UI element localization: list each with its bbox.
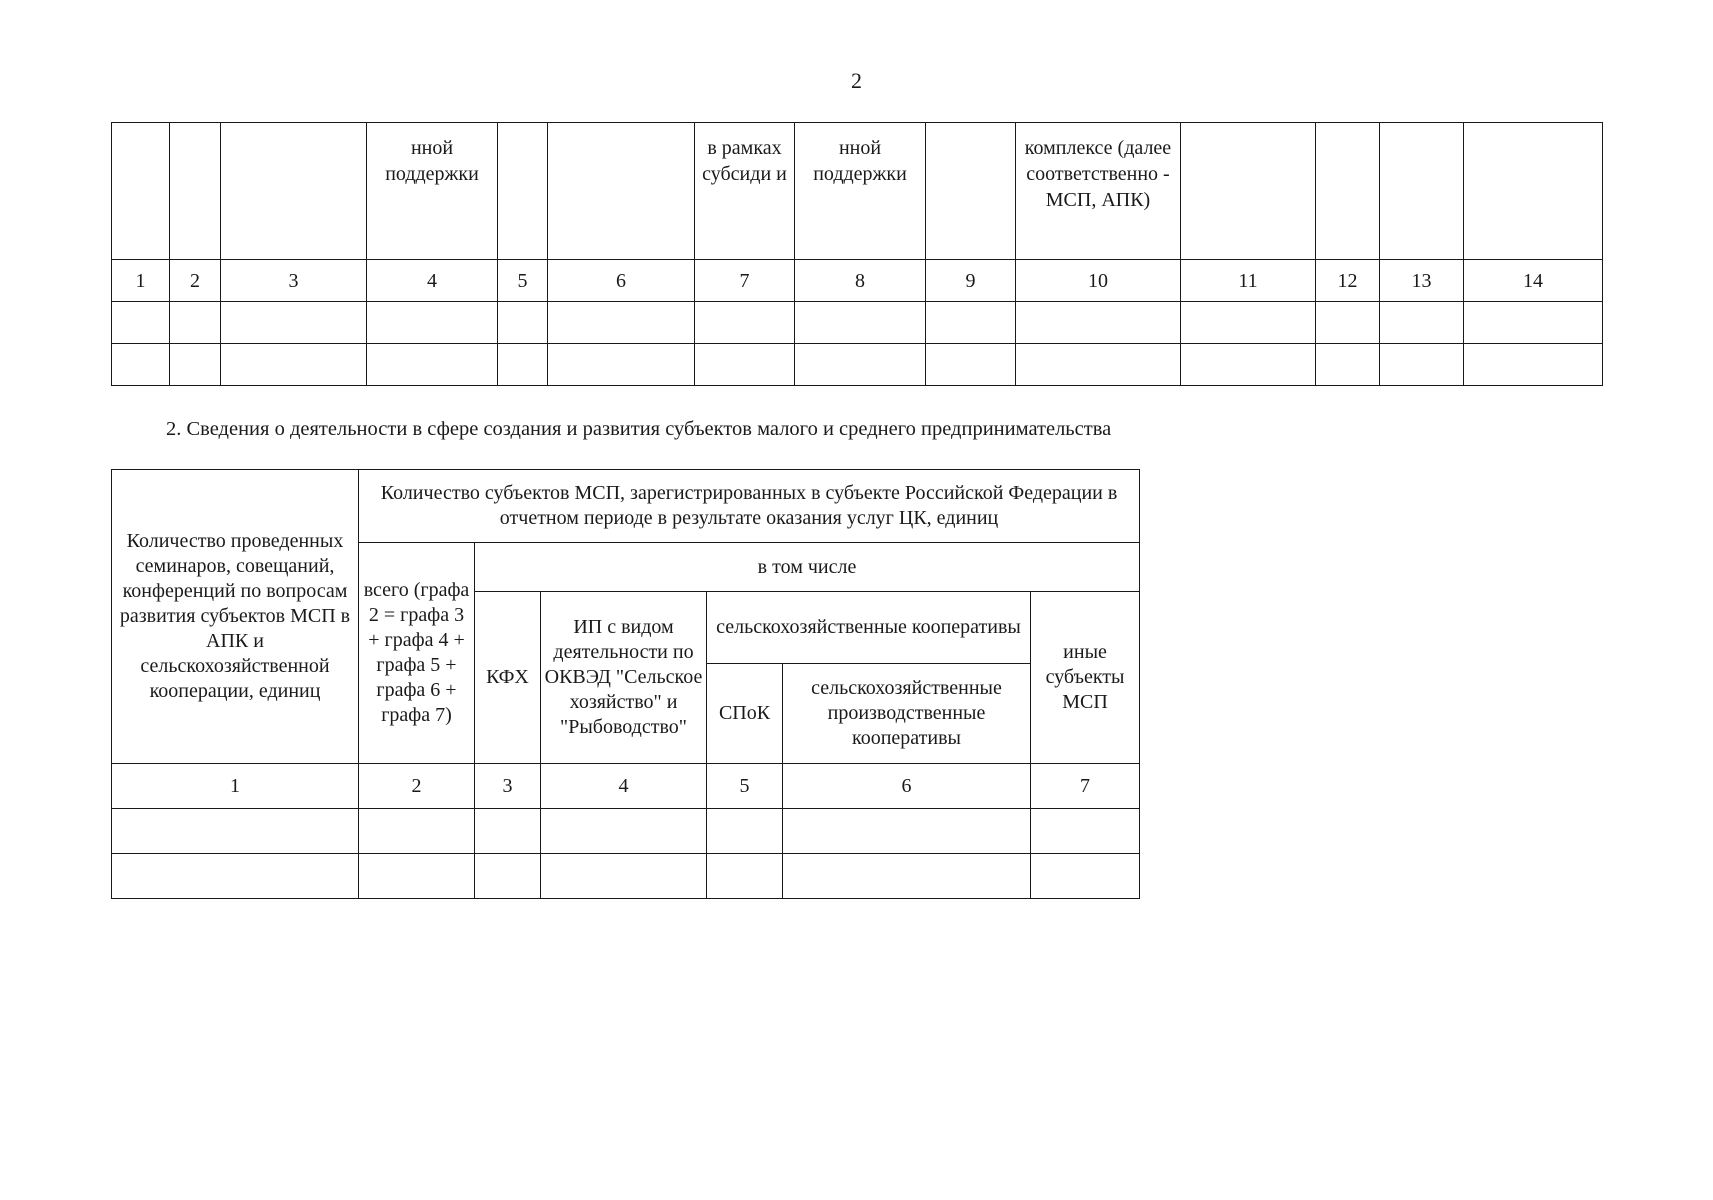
table-2-column-number: 5 xyxy=(707,764,783,809)
table-2-column-number: 3 xyxy=(475,764,541,809)
table-1-data-cell[interactable] xyxy=(1181,302,1316,344)
other-msp-header: иные субъекты МСП xyxy=(1031,592,1140,764)
table-2-column-number: 7 xyxy=(1031,764,1140,809)
table-2-data-cell[interactable] xyxy=(541,854,707,899)
table-1-data-cell[interactable] xyxy=(1464,344,1603,386)
table-1-header-cell xyxy=(1380,123,1464,260)
table-1-data-cell[interactable] xyxy=(367,344,498,386)
table-1-data-cell[interactable] xyxy=(795,344,926,386)
table-2-data-cell[interactable] xyxy=(112,809,359,854)
table-1-column-number: 5 xyxy=(498,260,548,302)
table-1-header-cell xyxy=(926,123,1016,260)
table-2-data-cell[interactable] xyxy=(475,854,541,899)
table-1-header-cell xyxy=(112,123,170,260)
table-2-column-number: 1 xyxy=(112,764,359,809)
table-1-data-cell[interactable] xyxy=(1380,344,1464,386)
table-1-data-cell[interactable] xyxy=(170,302,221,344)
table-2-data-row xyxy=(112,809,1140,854)
table-1-data-row xyxy=(112,302,1603,344)
table-2-data-cell[interactable] xyxy=(359,854,475,899)
spok-header: СПоК xyxy=(707,664,783,764)
table-2-msp-activity xyxy=(111,469,1140,899)
table-2-header-row xyxy=(112,470,1140,543)
total-header: всего (графа 2 = графа 3 + графа 4 + графа 5 + графа 6 + графа 7) xyxy=(359,543,475,764)
table-1-header-cell xyxy=(548,123,695,260)
table-1-header-cell xyxy=(1181,123,1316,260)
including-header: в том числе xyxy=(475,543,1140,592)
table-1-header-cell xyxy=(1464,123,1603,260)
table-1-data-cell[interactable] xyxy=(1016,302,1181,344)
table-1-data-cell[interactable] xyxy=(498,344,548,386)
table-1-data-cell[interactable] xyxy=(367,302,498,344)
table-1-column-number: 13 xyxy=(1380,260,1464,302)
table-1-data-cell[interactable] xyxy=(548,344,695,386)
table-1-data-cell[interactable] xyxy=(695,302,795,344)
table-1-data-cell[interactable] xyxy=(170,344,221,386)
table-1-data-cell[interactable] xyxy=(1016,344,1181,386)
table-2-data-cell[interactable] xyxy=(1031,809,1140,854)
table-2-data-cell[interactable] xyxy=(475,809,541,854)
table-1-data-cell[interactable] xyxy=(1380,302,1464,344)
table-2-data-cell[interactable] xyxy=(541,809,707,854)
coops-header: сельскохозяйственные кооперативы xyxy=(707,592,1031,664)
table-1-column-number: 1 xyxy=(112,260,170,302)
table-1-column-number-row xyxy=(112,260,1603,302)
table-1-data-cell[interactable] xyxy=(498,302,548,344)
production-coops-header: сельскохозяйственные производственные кооперативы xyxy=(783,664,1031,764)
table-1-data-cell[interactable] xyxy=(548,302,695,344)
table-1-continuation xyxy=(111,122,1603,386)
table-1-column-number: 4 xyxy=(367,260,498,302)
table-2-data-row xyxy=(112,854,1140,899)
table-1-header-row xyxy=(112,123,1603,260)
table-1-column-number: 11 xyxy=(1181,260,1316,302)
table-1-header-cell: в рамках субсиди и xyxy=(695,123,795,260)
table-1-data-row xyxy=(112,344,1603,386)
msp-registered-header: Количество субъектов МСП, зарегистрированных в субъекте Российской Федерации в отчетном периоде в результате оказания услуг ЦК, единиц xyxy=(359,470,1140,543)
table-1-column-number: 10 xyxy=(1016,260,1181,302)
table-1-header-cell xyxy=(221,123,367,260)
table-1-data-cell[interactable] xyxy=(1181,344,1316,386)
table-1-header-cell: нной поддержки xyxy=(795,123,926,260)
table-2-column-number-row xyxy=(112,764,1140,809)
table-1-data-cell[interactable] xyxy=(1316,302,1380,344)
table-1-data-cell[interactable] xyxy=(926,302,1016,344)
table-2-data-cell[interactable] xyxy=(707,809,783,854)
ip-header: ИП с видом деятельности по ОКВЭД "Сельское хозяйство" и "Рыбоводство" xyxy=(541,592,707,764)
table-1-data-cell[interactable] xyxy=(695,344,795,386)
table-1-column-number: 6 xyxy=(548,260,695,302)
table-2-column-number: 2 xyxy=(359,764,475,809)
table-2-column-number: 4 xyxy=(541,764,707,809)
table-1-data-cell[interactable] xyxy=(112,344,170,386)
table-1-data-cell[interactable] xyxy=(112,302,170,344)
table-1-data-cell[interactable] xyxy=(221,302,367,344)
table-2-data-cell[interactable] xyxy=(707,854,783,899)
table-1-column-number: 14 xyxy=(1464,260,1603,302)
table-2-column-number: 6 xyxy=(783,764,1031,809)
table-1-header-cell xyxy=(170,123,221,260)
table-1-data-cell[interactable] xyxy=(1316,344,1380,386)
table-2-data-cell[interactable] xyxy=(783,809,1031,854)
table-1-column-number: 12 xyxy=(1316,260,1380,302)
table-2-data-cell[interactable] xyxy=(112,854,359,899)
table-2-data-cell[interactable] xyxy=(783,854,1031,899)
seminars-count-header: Количество проведенных семинаров, совещаний, конференций по вопросам развития субъектов МСП в АПК и сельскохозяйственной кооперации, единиц xyxy=(112,470,359,764)
table-1-data-cell[interactable] xyxy=(221,344,367,386)
table-1-header-cell xyxy=(498,123,548,260)
table-1-header-cell xyxy=(1316,123,1380,260)
page-number: 2 xyxy=(851,68,862,93)
table-1-column-number: 9 xyxy=(926,260,1016,302)
table-1-column-number: 8 xyxy=(795,260,926,302)
table-1-data-cell[interactable] xyxy=(795,302,926,344)
table-2-data-cell[interactable] xyxy=(1031,854,1140,899)
kfh-header: КФХ xyxy=(475,592,541,764)
table-1-column-number: 3 xyxy=(221,260,367,302)
table-1-header-cell: комплексе (далее соответственно - МСП, АПК) xyxy=(1016,123,1181,260)
table-1-data-cell[interactable] xyxy=(926,344,1016,386)
table-1-column-number: 7 xyxy=(695,260,795,302)
table-1-header-cell: нной поддержки xyxy=(367,123,498,260)
section-2-title: 2. Сведения о деятельности в сфере создания и развития субъектов малого и среднего предпринимательства xyxy=(166,418,1112,440)
table-1-data-cell[interactable] xyxy=(1464,302,1603,344)
table-2-data-cell[interactable] xyxy=(359,809,475,854)
table-1-column-number: 2 xyxy=(170,260,221,302)
